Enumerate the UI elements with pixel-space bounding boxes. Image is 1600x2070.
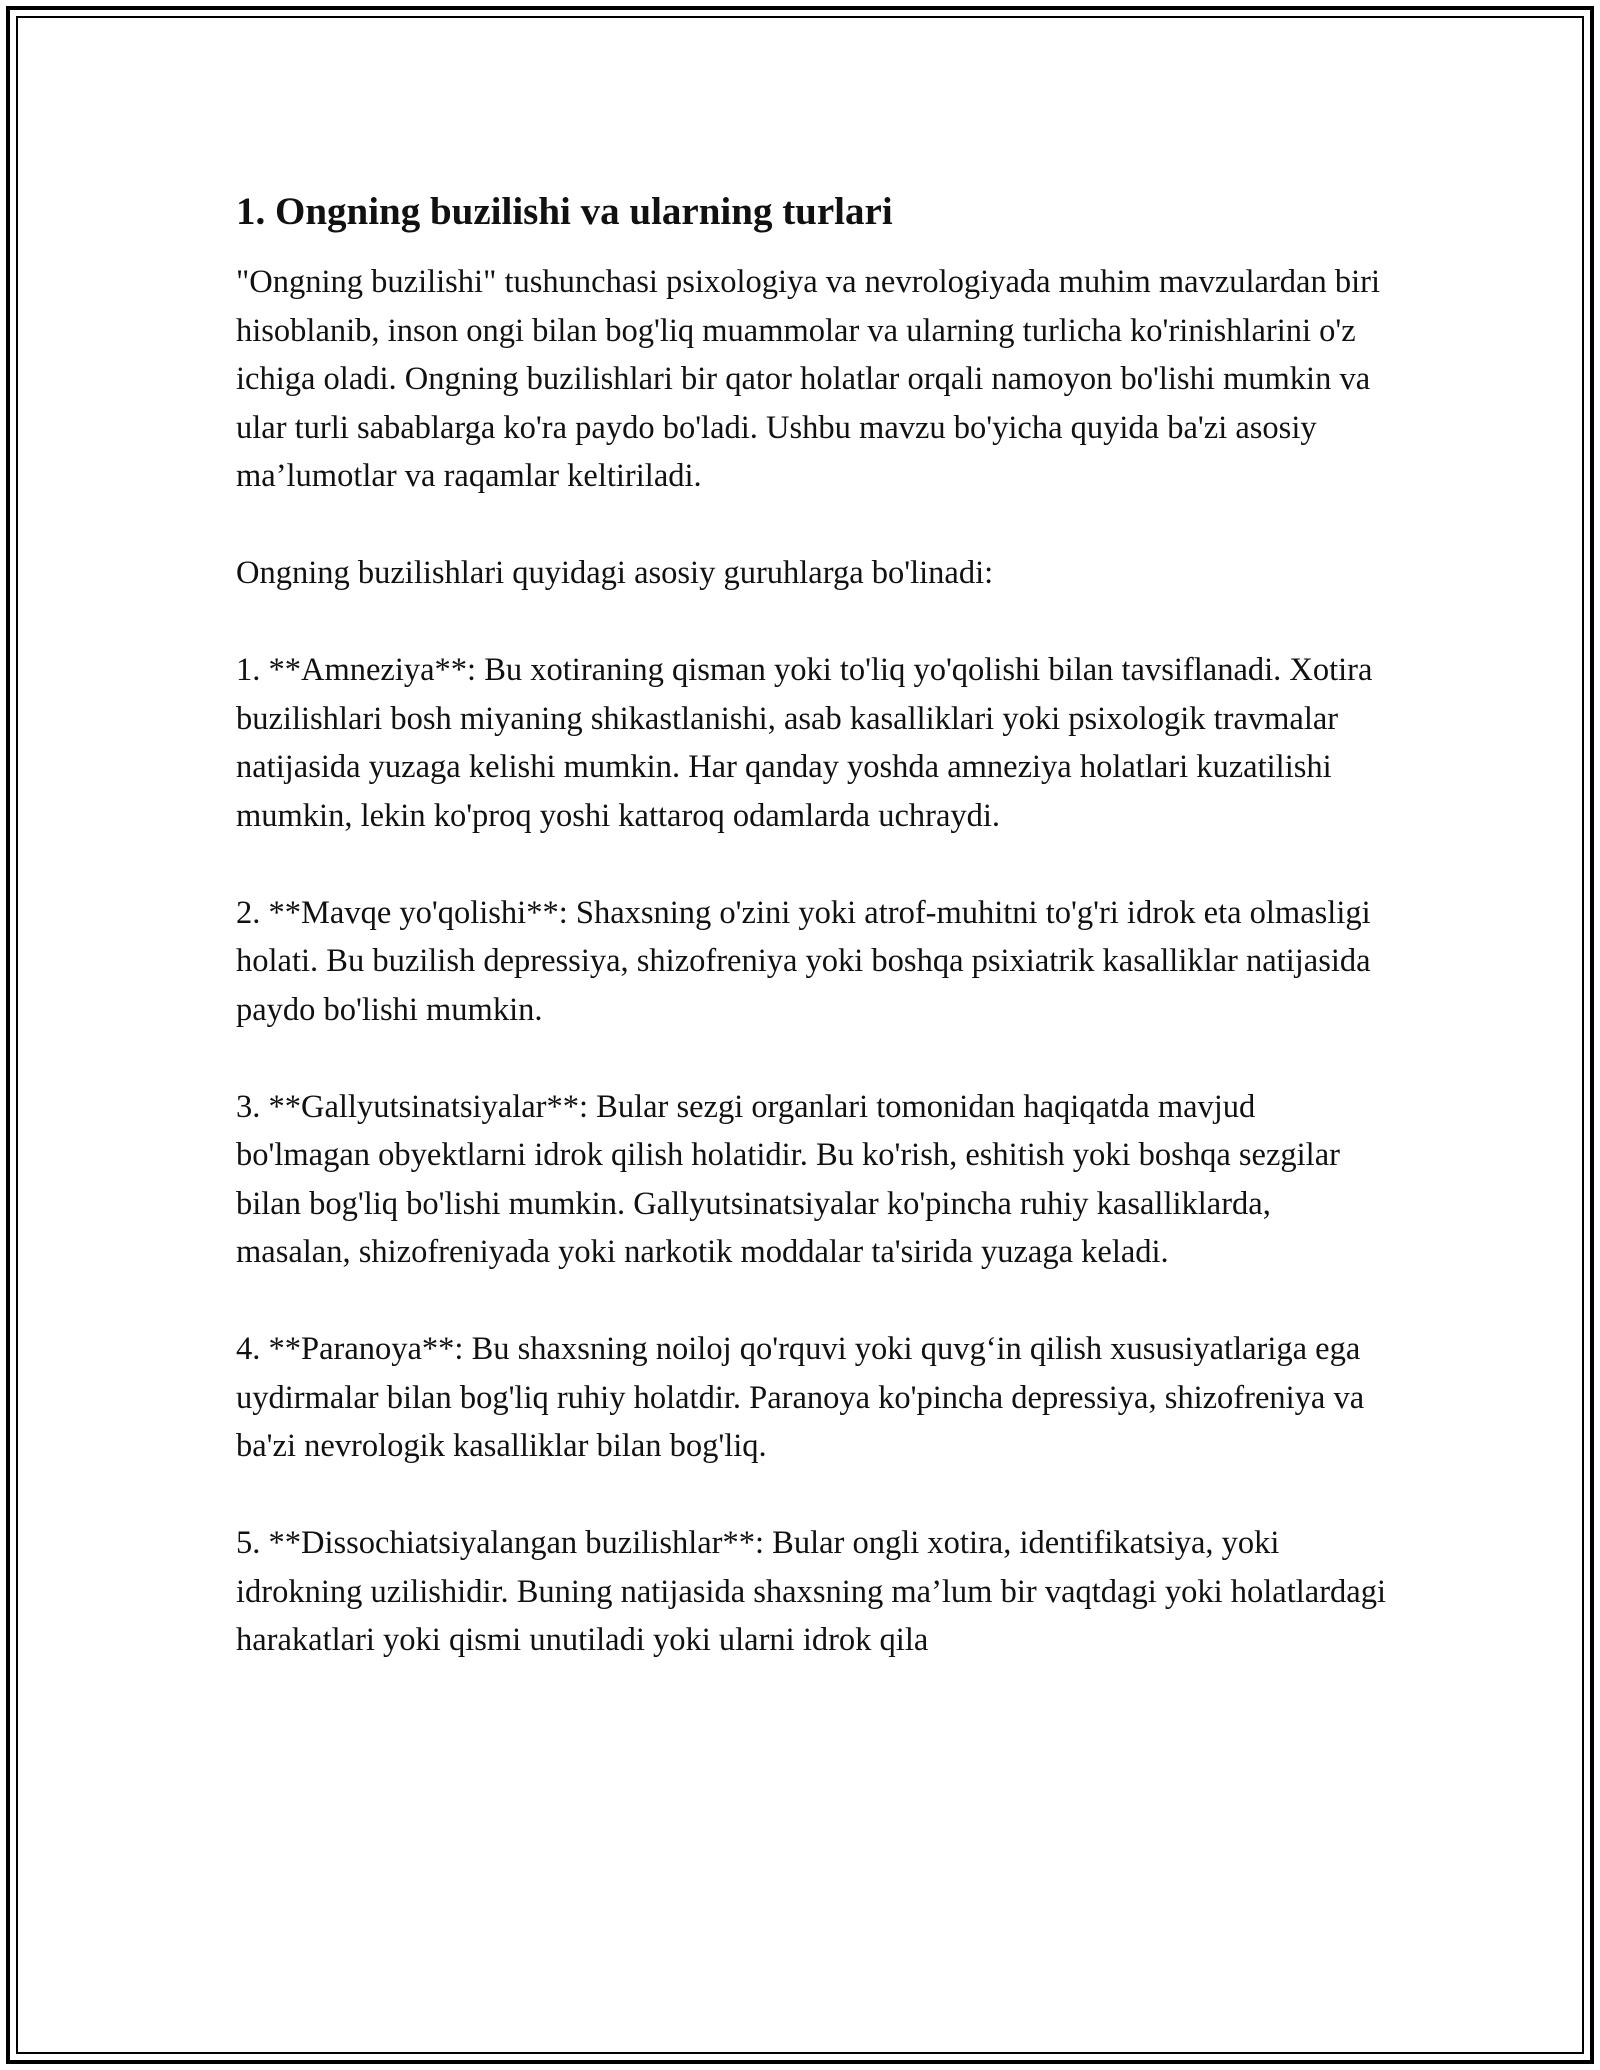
document-body xyxy=(236,188,1386,1665)
intro-paragraph: "Ongning buzilishi" tushunchasi psixologiya va nevrologiyada muhim mavzulardan biri hisoblanib, inson ongi bilan bog'liq muammolar va ularning turlicha ko'rinishlarini o'z ichiga oladi. Ongning buzilishlari bir qator holatlar orqali namoyon bo'lishi mumkin va ular turli sabablarga ko'ra paydo bo'ladi. Ushbu mavzu bo'yicha quyida ba'zi asosiy ma’lumotlar va raqamlar keltiriladi. xyxy=(236,264,1380,494)
document-title: 1. Ongning buzilishi va ularning turlari xyxy=(236,190,893,233)
list-item-dissochiatsiyalangan: 5. **Dissochiatsiyalangan buzilishlar**: Bular ongli xotira, identifikatsiya, yoki idrokning uzilishidir. Buning natijasida shaxsning ma’lum bir vaqtdagi yoki holatlardagi harakatlari yoki qismi unutiladi yoki ularni idrok qila xyxy=(236,1525,1386,1658)
groups-intro-paragraph: Ongning buzilishlari quyidagi asosiy guruhlarga bo'linadi: xyxy=(236,555,994,591)
list-item-mavqe-yoqolishi: 2. **Mavqe yo'qolishi**: Shaxsning o'zini yoki atrof-muhitni to'g'ri idrok eta olmasligi holati. Bu buzilish depressiya, shizofreniya yoki boshqa psixiatrik kasalliklar natijasida paydo bo'lishi mumkin. xyxy=(236,894,1371,1028)
list-item-gallyutsinatsiyalar: 3. **Gallyutsinatsiyalar**: Bular sezgi organlari tomonidan haqiqatda mavjud bo'lmagan obyektlarni idrok qilish holatidir. Bu ko'rish, eshitish yoki boshqa sezgilar bilan bog'liq bo'lishi mumkin. Gallyutsinatsiyalar ko'pincha ruhiy kasalliklarda, masalan, shizofreniyada yoki narkotik moddalar ta'sirida yuzaga keladi. xyxy=(236,1088,1340,1270)
list-item-amneziya: 1. **Amneziya**: Bu xotiraning qisman yoki to'liq yo'qolishi bilan tavsiflanadi. Xotira buzilishlari bosh miyaning shikastlanishi, asab kasalliklari yoki psixologik travmalar natijasida yuzaga kelishi mumkin. Har qanday yoshda amneziya holatlari kuzatilishi mumkin, lekin ko'proq yoshi kattaroq odamlarda uchraydi. xyxy=(236,652,1373,834)
list-item-paranoya: 4. **Paranoya**: Bu shaxsning noiloj qo'rquvi yoki quvg‘in qilish xususiyatlariga ega uydirmalar bilan bog'liq ruhiy holatdir. Paranoya ko'pincha depressiya, shizofreniya va ba'zi nevrologik kasalliklar bilan bog'liq. xyxy=(236,1331,1365,1464)
